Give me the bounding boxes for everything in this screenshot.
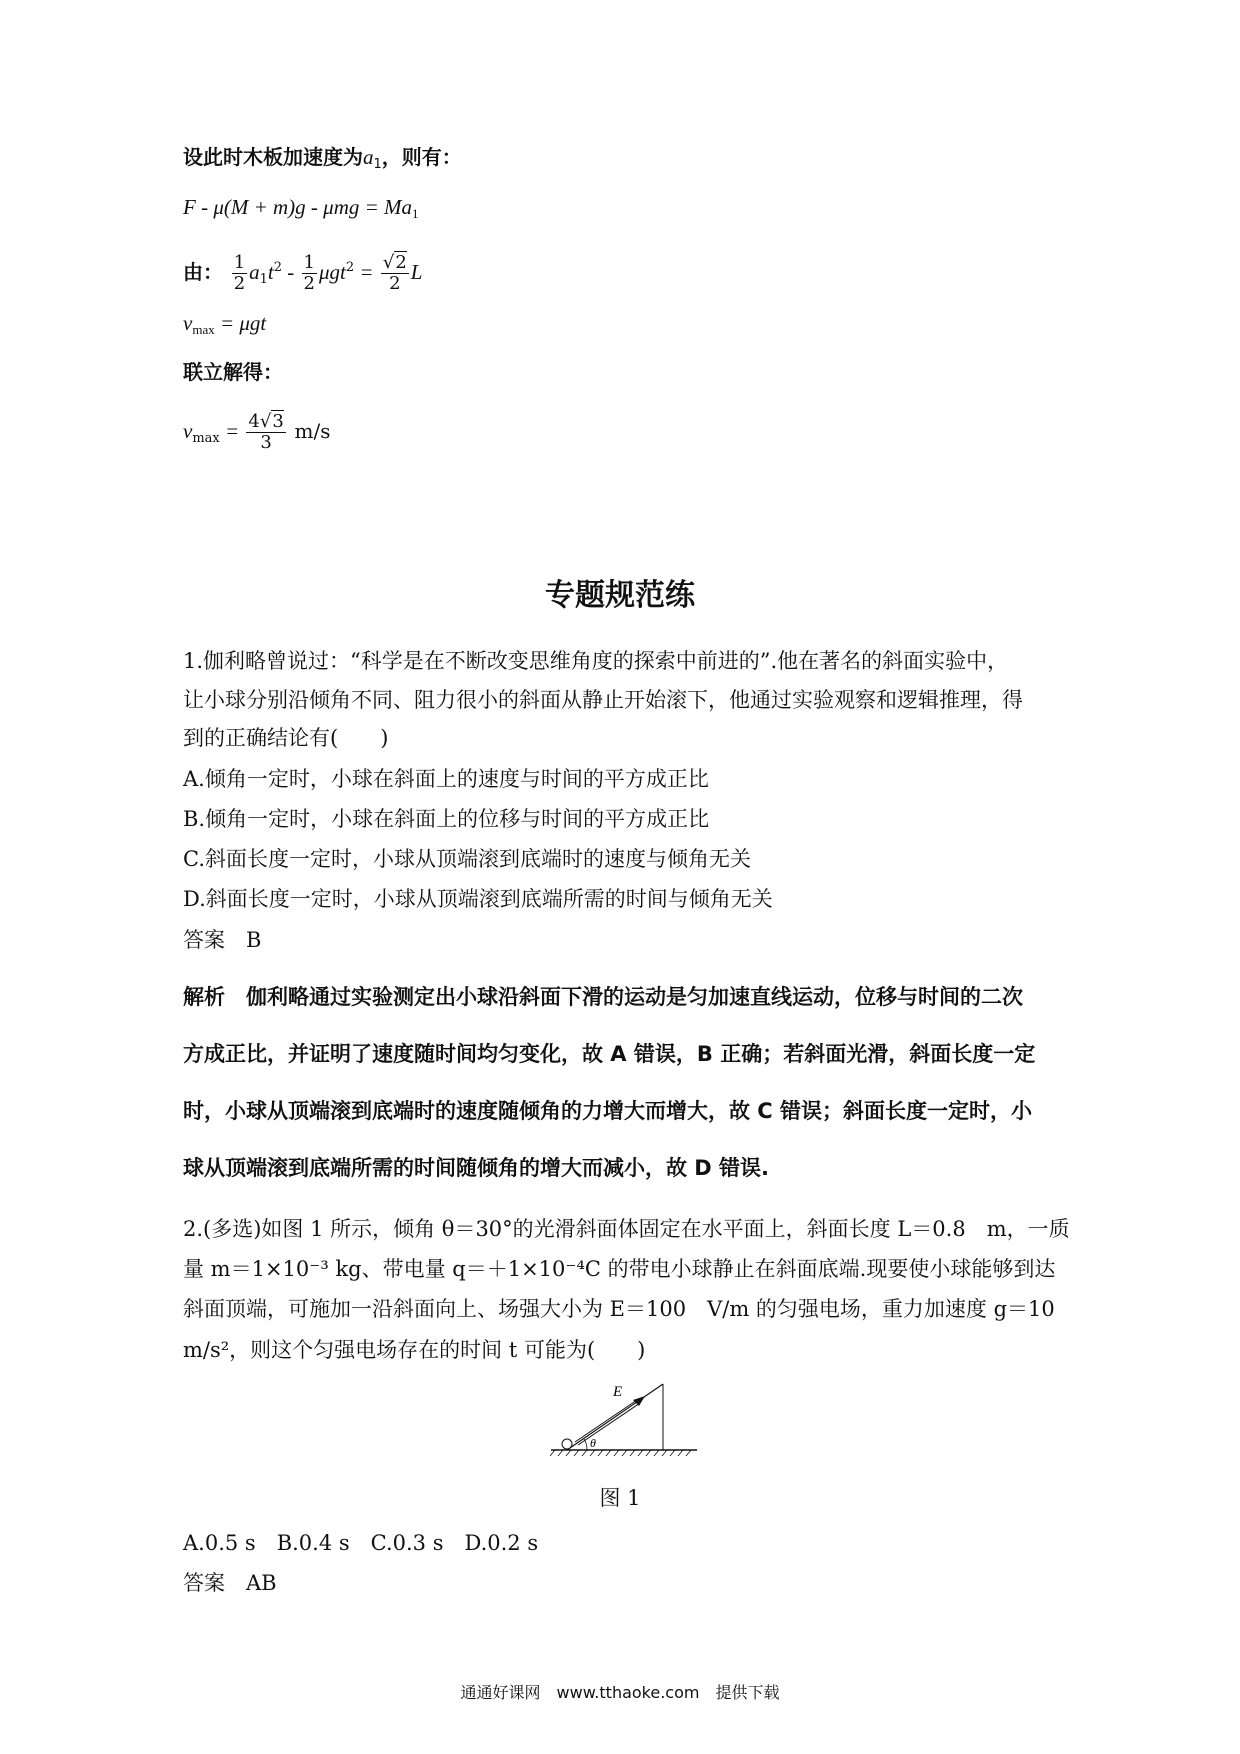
equation-2 [183,245,1060,303]
root-sign: √ [382,252,395,273]
fraction-result [246,412,285,453]
fraction-sqrt2 [381,253,409,294]
q1-line-1: 1.伽利略曾说过：“科学是在不断改变思维角度的探索中前进的”.他在著名的斜面实验中， [183,649,1009,673]
var-v: v [183,419,193,443]
section-title: 专题规范练 [545,578,695,613]
equation-text: = μgt [214,311,267,335]
text: 由： [183,260,223,284]
q1-option-c: C.斜面长度一定时，小球从顶端滚到底端时的速度与倾角无关 [183,847,751,871]
q2-line-3: 斜面顶端，可施加一沿斜面向上、场强大小为 E＝100 V/m 的匀强电场，重力加速度 g＝10 [183,1297,1055,1321]
footer-credit: 通通好课网 www.tthaoke.com 提供下载 [460,1683,780,1702]
q1-line-2: 让小球分别沿倾角不同、阻力很小的斜面从静止开始滚下，他通过实验观察和逻辑推理，得 [183,688,1023,712]
subscript: max [192,431,220,446]
subscript: 1 [412,206,419,221]
equation-text: F - μ(M + m)g - μmg = Ma [183,195,413,219]
solution-line-5 [183,357,1060,387]
field-line-b [578,1403,640,1445]
answer-value: B [246,928,262,952]
var-t: t [267,260,274,284]
denominator: 3 [260,432,272,453]
q2-line-2: 量 m＝1×10⁻³ kg、带电量 q＝＋1×10⁻⁴C 的带电小球静止在斜面底端.现要使小球能够到达 [183,1257,1056,1281]
numerator [381,253,409,274]
term: μgt [319,260,346,284]
superscript: 2 [345,260,355,275]
subscript: 1 [373,157,382,172]
q1-option-b: B.倾角一定时，小球在斜面上的位移与时间的平方成正比 [183,807,710,831]
var-v: v [183,311,193,335]
subscript: 1 [259,272,268,287]
fraction-half-1 [232,253,247,294]
q1-explanation-1: 解析 伽利略通过实验测定出小球沿斜面下滑的运动是匀加速直线运动，位移与时间的二次 [183,985,1023,1009]
q2-line-1: 2.(多选)如图 1 所示，倾角 θ＝30°的光滑斜面体固定在水平面上，斜面长度 L＝0.8 m，一质 [183,1217,1070,1241]
operator: = [354,260,379,284]
var-a: a [363,145,374,169]
denominator: 2 [389,273,401,294]
ball [562,1439,572,1449]
q1-option-a: A.倾角一定时，小球在斜面上的速度与时间的平方成正比 [183,767,709,791]
subscript: max [192,322,215,337]
q1-explanation-3: 时，小球从顶端滚到底端时的速度随倾角的力增大而增大，故 C 错误；斜面长度一定时，小 [183,1099,1033,1123]
equation-1 [183,192,1060,229]
solution-line-1 [183,142,1060,180]
denominator: 2 [303,273,315,294]
root-sign: √ [259,411,272,432]
fraction-half-2 [302,253,317,294]
var-a: a [249,260,260,284]
operator: - [282,260,300,284]
denominator: 2 [233,273,246,294]
equation-4: $v_{max}$ = $\frac{4√3}{3}$ m/s [183,411,331,453]
numerator: 1 [233,252,246,273]
numerator [246,412,285,433]
radicand: 2 [395,252,407,273]
q2-answer [183,1568,1060,1598]
q2-options: A.0.5 s B.0.4 s C.0.3 s D.0.2 s [183,1531,539,1555]
q1-explanation-2: 方成正比，并证明了速度随时间均匀变化，故 A 错误，B 正确；若斜面光滑，斜面长度一定 [183,1042,1036,1066]
q1-answer [183,925,1060,955]
text: 设此时木板加速度为 [183,145,363,169]
angle-label: θ [590,1436,596,1450]
equation-3 [183,308,1060,345]
q1-option-d: D.斜面长度一定时，小球从顶端滚到底端所需的时间与倾角无关 [183,887,773,911]
answer-value: AB [246,1571,277,1595]
field-line-a [575,1400,637,1442]
coefficient: 4 [248,411,260,432]
q1-line-3: 到的正确结论有( ) [183,726,389,750]
text: ，则有： [381,145,462,169]
numerator: 1 [303,252,315,273]
answer-label: 答案 [183,928,225,952]
figure-caption: 图 1 [599,1486,641,1510]
incline-figure [545,1380,705,1460]
radicand: 3 [272,411,284,432]
var-L: L [410,260,423,284]
field-arrowhead [633,1396,645,1406]
field-label: E [613,1384,623,1400]
ground-hatch [550,1450,691,1456]
superscript: 2 [273,260,283,275]
answer-label: 答案 [183,1571,225,1595]
text: 联立解得： [183,360,283,384]
q1-explanation-4: 球从顶端滚到底端所需的时间随倾角的增大而减小，故 D 错误. [183,1156,770,1180]
q2-line-4: m/s²，则这个匀强电场存在的时间 t 可能为( ) [183,1338,646,1362]
unit: m/s [294,419,331,443]
